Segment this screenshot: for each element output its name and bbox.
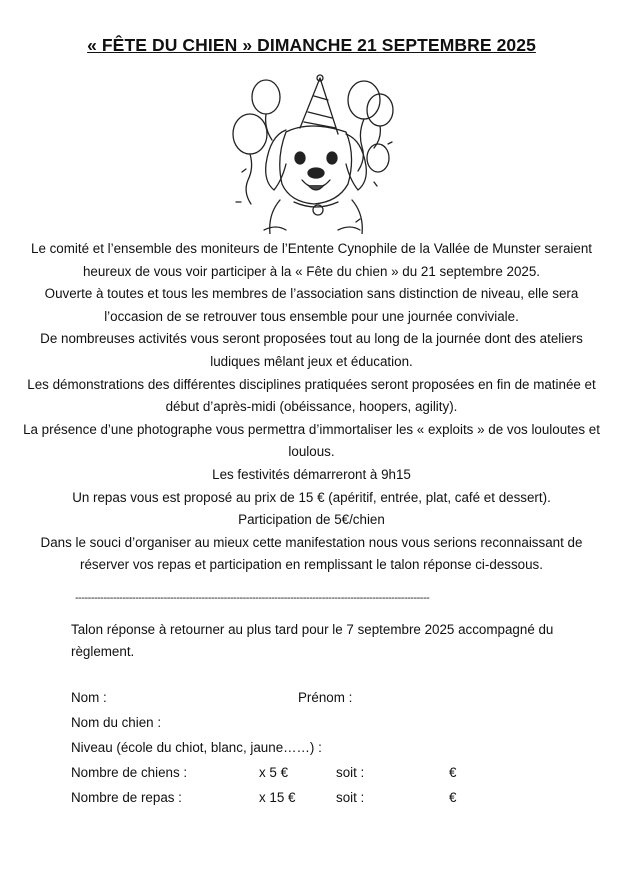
dog-party-icon bbox=[228, 72, 396, 234]
body-text bbox=[20, 238, 603, 577]
paragraph-intro: Le comité et l’ensemble des moniteurs de l’Entente Cynophile de la Vallée de Munster seraient heureux de vous voir participer à la « Fête du chien » du 21 septembre 2025. bbox=[31, 241, 592, 279]
paragraph-demonstrations: Les démonstrations des différentes disciplines pratiquées seront proposées en fin de matinée et début d’après-midi (obéissance, hoopers, agility). bbox=[27, 376, 596, 415]
talon-intro: Talon réponse à retourner au plus tard pour le 7 septembre 2025 accompagné du règlement. bbox=[71, 622, 554, 659]
meal-count-field[interactable]: Nombre de repas : bbox=[71, 790, 182, 805]
dog-total-field[interactable]: € bbox=[449, 765, 457, 780]
meal-total-label: soit : bbox=[336, 790, 365, 805]
meal-total-field[interactable]: € bbox=[449, 790, 457, 805]
page-title: « FÊTE DU CHIEN » DIMANCHE 21 SEPTEMBRE 2025 bbox=[87, 35, 536, 55]
paragraph-open-to-all: Ouverte à toutes et tous les membres de l’association sans distinction de niveau, elle sera l’occasion de se retrouver tous ensemble pour une journée conviviale. bbox=[44, 286, 579, 324]
dog-name-field[interactable]: Nom du chien : bbox=[71, 715, 162, 730]
paragraph-photographer: La présence d’une photographe vous permettra d’immortaliser les « exploits » de vos louloutes et loulous. bbox=[23, 421, 600, 460]
prenom-field[interactable]: Prénom : bbox=[298, 690, 353, 705]
paragraph-reservation: Dans le souci d’organiser au mieux cette manifestation nous vous serions reconnaissant de réserver vos repas et participation en remplissant le talon réponse ci-dessous. bbox=[40, 534, 583, 573]
cut-line: ---------------------------------------------------------------------------------------------------------------- bbox=[75, 592, 430, 604]
paragraph-meal: Un repas vous est proposé au prix de 15 € (apéritif, entrée, plat, café et dessert). bbox=[72, 489, 551, 505]
nom-field[interactable]: Nom : bbox=[71, 690, 107, 705]
meal-price: x 15 € bbox=[259, 790, 296, 805]
dog-price: x 5 € bbox=[259, 765, 289, 780]
paragraph-activities: De nombreuses activités vous seront proposées tout au long de la journée dont des ateliers ludiques mêlant jeux et éducation. bbox=[40, 331, 583, 369]
dog-count-field[interactable]: Nombre de chiens : bbox=[71, 765, 188, 780]
dog-total-label: soit : bbox=[336, 765, 365, 780]
paragraph-participation: Participation de 5€/chien bbox=[238, 512, 385, 528]
paragraph-start-time: Les festivités démarreront à 9h15 bbox=[212, 466, 411, 482]
level-field[interactable]: Niveau (école du chiot, blanc, jaune……) : bbox=[71, 740, 322, 755]
